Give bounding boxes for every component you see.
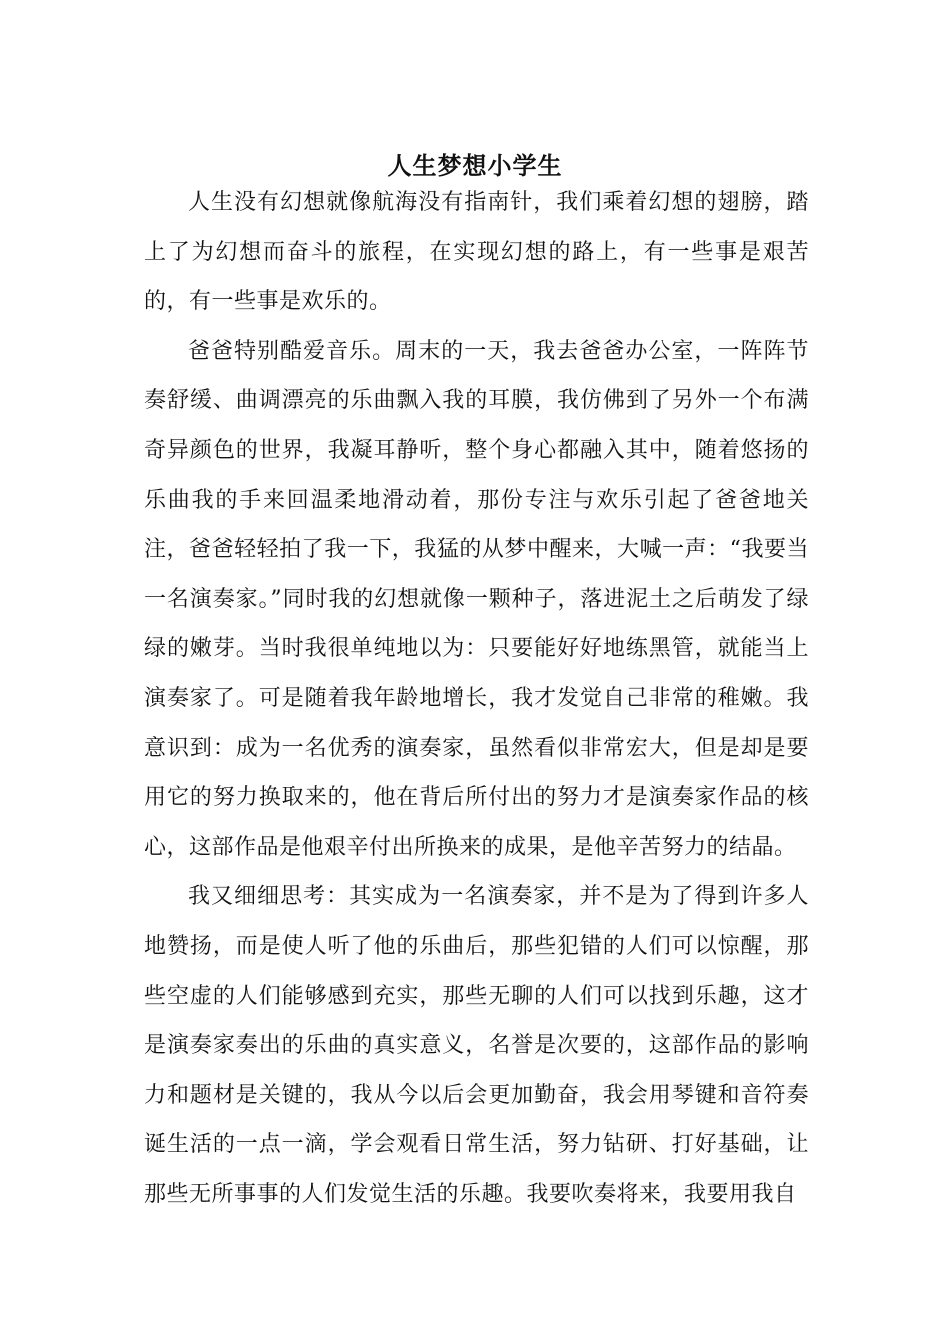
- document-title: 人生梦想小学生: [387, 151, 563, 181]
- paragraph-2: 爸爸特别酷爱音乐。周末的一天，我去爸爸办公室，一阵阵节奏舒缓、曲调漂亮的乐曲飘入我的耳膜，我仿佛到了另外一个布满奇异颜色的世界，我凝耳静听，整个身心都融入其中，随着悠扬的乐曲我的手来回温柔地滑动着，那份专注与欢乐引起了爸爸地关注，爸爸轻轻拍了我一下，我猛的从梦中醒来，大喊一声：“我要当一名演奏家。”同时我的幻想就像一颗种子，落进泥土之后萌发了绿绿的嫩芽。当时我很单纯地以为：只要能好好地练黑管，就能当上演奏家了。可是随着我年龄地增长，我才发觉自己非常的稚嫩。我意识到：成为一名优秀的演奏家，虽然看似非常宏大，但是却是要用它的努力换取来的，他在背后所付出的努力才是演奏家作品的核心，这部作品是他艰辛付出所换来的成果，是他辛苦努力的结晶。: [144, 338, 809, 860]
- paragraph-1: 人生没有幻想就像航海没有指南针，我们乘着幻想的翅膀，踏上了为幻想而奋斗的旅程，在实现幻想的路上，有一些事是艰苦的，有一些事是欢乐的。: [144, 190, 809, 315]
- document-body: [144, 178, 809, 1219]
- paragraph-3: 我又细细思考：其实成为一名演奏家，并不是为了得到许多人地赞扬，而是使人听了他的乐曲后，那些犯错的人们可以惊醒，那些空虚的人们能够感到充实，那些无聊的人们可以找到乐趣，这才是演奏家奏出的乐曲的真实意义，名誉是次要的，这部作品的影响力和题材是关键的，我从今以后会更加勤奋，我会用琴键和音符奏诞生活的一点一滴，学会观看日常生活，努力钻研、打好基础，让那些无所事事的人们发觉生活的乐趣。我要吹奏将来，我要用我自: [144, 884, 809, 1207]
